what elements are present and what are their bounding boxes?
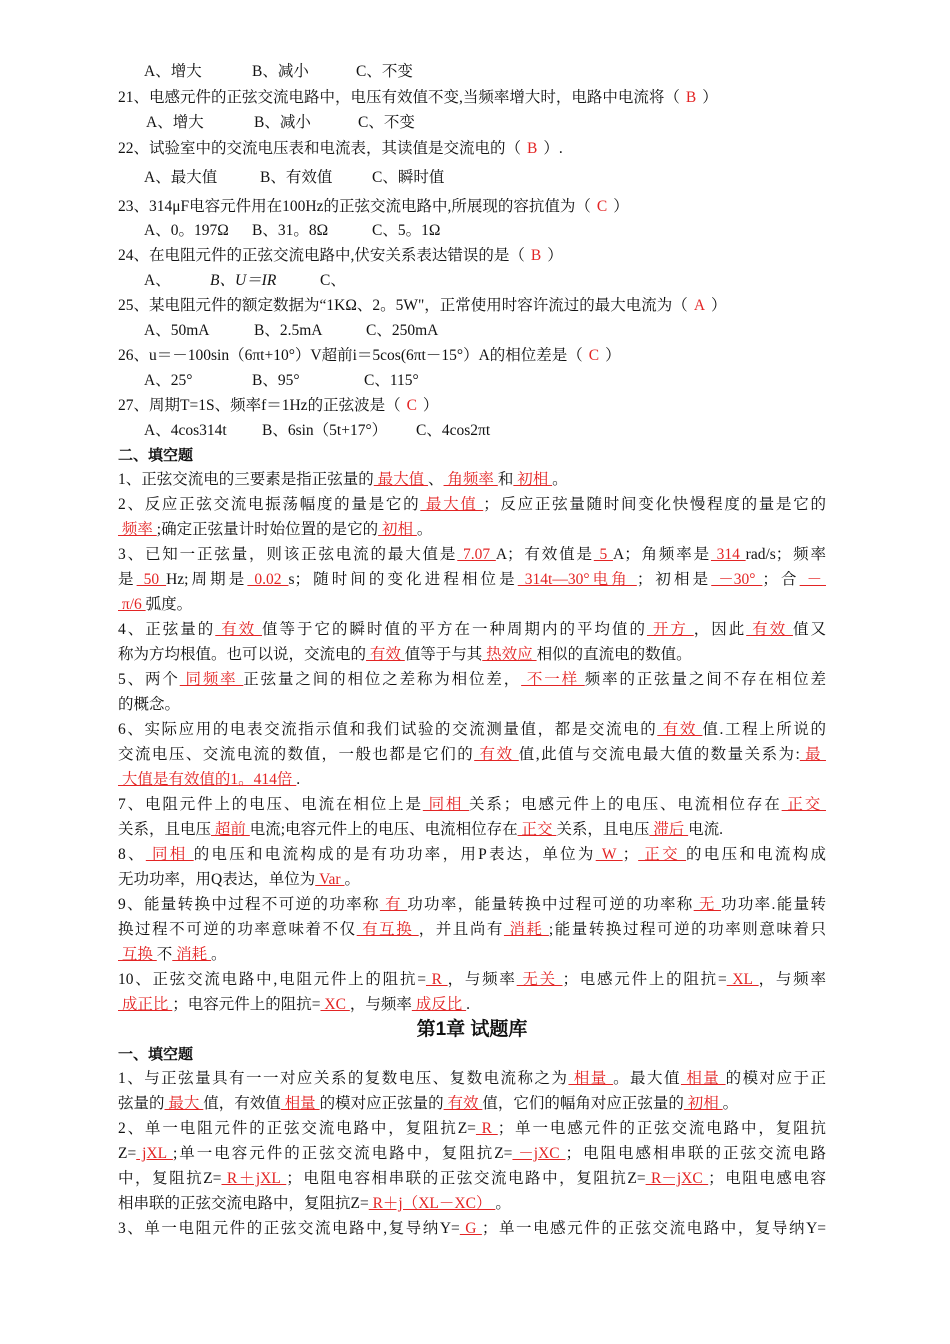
answer-blank: 有效 — [443, 1095, 483, 1112]
question-text: ；反应正弦量随时间变化快慢程度的量是它的 — [483, 496, 826, 513]
answer: C — [406, 397, 417, 414]
question-text: ;单一电容元件的正弦交流电路中，复阻抗Z= — [172, 1145, 513, 1162]
question-text: 4、正弦量的 — [118, 621, 216, 638]
answer-blank: Var — [315, 871, 345, 888]
question-text: ；初相是 — [636, 571, 712, 588]
question-text: Hz;周期是 — [166, 571, 248, 588]
question-text: 和 — [497, 471, 514, 488]
answer-blank: 正交 — [517, 821, 557, 838]
answer-blank: 初相 — [378, 521, 417, 538]
answer-blank: 同频率 — [179, 671, 244, 688]
answer-blank: 314 — [710, 546, 746, 563]
question-text: 2、反应正弦交流电振荡幅度的量是它的 — [118, 496, 421, 513]
answer-blank: 热效应 — [482, 646, 537, 663]
answer-blank: －30° — [711, 571, 763, 588]
fill-3-line-1 — [118, 543, 826, 567]
answer-blank: R — [475, 1120, 498, 1137]
question-text: 关系，且电压 — [118, 821, 212, 838]
question-text: . — [466, 996, 470, 1013]
fill-10-line-2 — [118, 993, 470, 1017]
question-text: ，与频率 — [758, 971, 826, 988]
answer-blank: －jXC — [512, 1145, 566, 1162]
question-text: rad/s；频率 — [745, 546, 826, 563]
question-text: ；单一电感元件的正弦交流电路中，复阻抗 — [497, 1120, 826, 1137]
answer-blank: 有效 — [366, 646, 405, 663]
question-text: 不 — [156, 946, 173, 963]
question-text: A；角频率是 — [613, 546, 711, 563]
answer-blank: 超前 — [211, 821, 250, 838]
question-text: 正弦量之间的相位之差称为相位差， — [243, 671, 522, 688]
question-text: 2、单一电阻元件的正弦交流电路中，复阻抗Z= — [118, 1120, 476, 1137]
question-text: ;能量转换过程可逆的功率则意味着只 — [548, 921, 826, 938]
answer-blank: R－jXC — [645, 1170, 709, 1187]
question-text: ；合 — [762, 571, 800, 588]
question-text: 值.工程上所说的 — [702, 721, 826, 738]
chapter-title: 第1章 试题库 — [416, 1019, 528, 1040]
q22-options: A、最大值 B、有效值 C、瞬时值 — [144, 169, 445, 186]
fill-10-line-1 — [118, 968, 826, 992]
question-text: 无功功率，用Q表达，单位为 — [118, 871, 316, 888]
answer-blank: 滞后 — [649, 821, 689, 838]
question-text: 相似的直流电的数值。 — [536, 646, 692, 663]
answer-blank: 互换 — [118, 946, 157, 963]
ch1-fill-1-line-2 — [118, 1092, 738, 1116]
question-text: 1、正弦交流电的三要素是指正弦量的 — [118, 471, 374, 488]
fill-8-line-1 — [118, 843, 826, 867]
question-text: 5、两个 — [118, 671, 180, 688]
option-c: C、不变 — [356, 63, 413, 80]
question-text: 电流. — [688, 821, 724, 838]
question-text: 关系；电感元件上的电压、电流相位存在 — [469, 796, 782, 813]
question-text: 10、正弦交流电路中,电阻元件上的阻抗= — [118, 971, 426, 988]
question-text: A；有效值是 — [495, 546, 594, 563]
answer-blank: 最 — [799, 746, 826, 763]
question-24: 24、在电阻元件的正弦交流电路中,伏安关系表达错误的是（ B ） — [118, 247, 563, 264]
answer-blank: － — [799, 571, 826, 588]
question-text: 1、与正弦量具有一一对应关系的复数电压、复数电流称之为 — [118, 1070, 569, 1087]
question-text: 频率的正弦量之间不存在相位差 — [584, 671, 826, 688]
answer-blank: 最大值 — [420, 496, 484, 513]
section-heading-1: 一、填空题 — [118, 1046, 194, 1063]
answer-blank: 相量 — [568, 1070, 614, 1087]
answer-blank: 最大值 — [373, 471, 429, 488]
question-text: 关系，且电压 — [556, 821, 650, 838]
answer-blank: 同相 — [422, 796, 470, 813]
question-text: 功功率.能量转 — [720, 896, 826, 913]
q20-options — [144, 60, 413, 84]
question-text: 的电压和电流构成的是有功功率，用P表达，单位为 — [193, 846, 596, 863]
question-text: 。 — [722, 1095, 739, 1112]
fill-7-line-2 — [118, 818, 723, 842]
answer-blank: XC — [320, 996, 350, 1013]
fill-9-line-1 — [118, 893, 826, 917]
question-text: 、 — [428, 471, 444, 488]
question-text: 8、 — [118, 846, 146, 863]
question-text: 交流电压、交流电流的数值，一般也都是它们的 — [118, 746, 475, 763]
answer-blank: 开方 — [646, 621, 694, 638]
answer-blank: R＋jXL — [221, 1170, 287, 1187]
fill-8-line-2 — [118, 868, 360, 892]
q21-options: A、增大 B、减小 C、不变 — [146, 114, 415, 131]
answer-blank: 有效 — [215, 621, 262, 638]
question-text: 7、电阻元件上的电压、电流在相位上是 — [118, 796, 423, 813]
fill-2-line-2 — [118, 518, 432, 542]
answer-blank: XL — [726, 971, 759, 988]
fill-3-line-2 — [118, 568, 826, 592]
answer-blank: G — [459, 1220, 482, 1237]
answer-blank: 同相 — [145, 846, 194, 863]
question-text: 9、能量转换中过程不可逆的功率称 — [118, 896, 380, 913]
question-text: s；随时间的变化进程相位是 — [288, 571, 518, 588]
answer: B — [527, 140, 538, 157]
question-text: ;确定正弦量计时始位置的是它的 — [156, 521, 379, 538]
question-text: 。 — [416, 521, 433, 538]
answer-blank: jXL — [136, 1145, 173, 1162]
question-text: ，与频率 — [349, 996, 412, 1013]
question-text: 弦量的 — [118, 1095, 165, 1112]
question-text: ；电阻电感相串联的正弦交流电路 — [565, 1145, 826, 1162]
answer-blank: 成反比 — [411, 996, 467, 1013]
answer-blank: 大值是有效值的1。414倍 — [118, 771, 297, 788]
question-text: 相串联的正弦交流电路中，复阻抗Z= — [118, 1195, 369, 1212]
fill-6-line-1 — [118, 718, 826, 742]
question-text: Z= — [118, 1145, 137, 1162]
question-text: 是 — [118, 571, 137, 588]
question-text: 6、实际应用的电表交流指示值和我们试验的交流测量值，都是交流电的 — [118, 721, 658, 738]
question-25: 25、某电阻元件的额定数据为“1KΩ、2。5W"，正常使用时容许流过的最大电流为（ A ） — [118, 297, 727, 314]
question-text: ；电感元件上的阻抗= — [562, 971, 727, 988]
question-text: 。 — [552, 471, 568, 488]
answer-blank: 有互换 — [356, 921, 419, 938]
question-text: 值又 — [792, 621, 826, 638]
question-text: 换过程不可逆的功率意味着不仅 — [118, 921, 357, 938]
fill-7-line-1 — [118, 793, 826, 817]
question-27: 27、周期T=1S、频率f＝1Hz的正弦波是（ C ） — [118, 397, 439, 414]
question-text: 。最大值 — [613, 1070, 681, 1087]
option-a: A、增大 — [144, 63, 202, 80]
section-heading-fill: 二、填空题 — [118, 447, 194, 464]
answer-blank: 不一样 — [521, 671, 585, 688]
question-21: 21、电感元件的正弦交流电路中，电压有效值不变,当频率增大时，电路中电流将（ B ） — [118, 89, 718, 106]
answer-blank: W — [595, 846, 623, 863]
fill-4-line-1 — [118, 618, 826, 642]
fill-2-line-1 — [118, 493, 826, 517]
fill-9-line-2 — [118, 918, 826, 942]
fill-3-line-3 — [118, 593, 192, 617]
question-text: 弧度。 — [145, 596, 193, 613]
question-text: 电流;电容元件上的电压、电流相位存在 — [249, 821, 518, 838]
answer-blank: 频率 — [118, 521, 157, 538]
answer: A — [693, 297, 706, 314]
fill-5-line-1 — [118, 668, 826, 692]
question-text: ；电阻电感电容 — [708, 1170, 826, 1187]
question-text: ，并且尚有 — [418, 921, 504, 938]
question-text: ； — [622, 846, 639, 863]
q27-options: A、4cos314t B、6sin（5t+17°） C、4cos2πt — [144, 422, 491, 439]
ch1-fill-3-line-1 — [118, 1217, 826, 1241]
question-text: 的概念。 — [118, 696, 181, 713]
answer-blank: 初相 — [513, 471, 553, 488]
question-26: 26、u＝－100sin（6πt+10°）V超前i＝5cos(6πt－15°）A的相位差是（ C ） — [118, 347, 621, 364]
answer-blank: R — [425, 971, 448, 988]
ch1-fill-2-line-4 — [118, 1192, 511, 1216]
answer: C — [596, 198, 608, 215]
answer-blank: 消耗 — [172, 946, 212, 963]
q25-options: A、50mA B、2.5mA C、250mA — [144, 322, 439, 339]
answer-blank: 有 — [379, 896, 408, 913]
answer-blank: 0.02 — [247, 571, 289, 588]
answer-blank: π/6 — [118, 596, 146, 613]
answer-blank: 无关 — [516, 971, 563, 988]
answer-blank: 相量 — [680, 1070, 726, 1087]
question-text: 中，复阻抗Z= — [118, 1170, 222, 1187]
question-text: . — [296, 771, 301, 788]
question-text: 值，有效值 — [203, 1095, 281, 1112]
question-text: ；电容元件上的阻抗= — [172, 996, 321, 1013]
answer-blank: 314t—30°电角 — [517, 571, 637, 588]
question-text: 值，它们的幅角对应正弦量的 — [482, 1095, 684, 1112]
question-text: 3、单一电阻元件的正弦交流电路中,复导纳Y= — [118, 1220, 460, 1237]
answer-blank: 最大 — [164, 1095, 204, 1112]
question-text: 。 — [344, 871, 360, 888]
answer-blank: 正交 — [781, 796, 826, 813]
question-text: 的模对应于正 — [725, 1070, 826, 1087]
answer-blank: 50 — [136, 571, 167, 588]
answer-blank: 有效 — [746, 621, 793, 638]
answer-blank: 7.07 — [457, 546, 496, 563]
question-text: 值,此值与交流电最大值的数量关系为: — [518, 746, 800, 763]
question-text: 。 — [211, 946, 227, 963]
answer-blank: 有效 — [474, 746, 519, 763]
fill-5-line-2 — [118, 693, 180, 717]
answer: C — [588, 347, 600, 364]
question-text: ，因此 — [693, 621, 747, 638]
answer-blank: 相量 — [280, 1095, 320, 1112]
fill-6-line-3 — [118, 768, 300, 792]
fill-6-line-2 — [118, 743, 826, 767]
question-text: 功功率，能量转换中过程可逆的功率称 — [407, 896, 694, 913]
answer-blank: 正交 — [638, 846, 687, 863]
fill-1 — [118, 468, 568, 492]
ch1-fill-2-line-1 — [118, 1117, 826, 1141]
question-text: 值等于与其 — [404, 646, 483, 663]
question-text: 称为方均根值。也可以说，交流电的 — [118, 646, 367, 663]
question-23: 23、314μF电容元件用在100Hz的正弦交流电路中,所展现的容抗值为（ C ） — [118, 198, 629, 215]
answer-blank: 初相 — [683, 1095, 723, 1112]
answer-blank: 5 — [593, 546, 613, 563]
q24-options: A、 B、U＝IR C、 — [144, 272, 346, 289]
fill-9-line-3 — [118, 943, 227, 967]
question-text: 3、已知一正弦量，则该正弦电流的最大值是 — [118, 546, 458, 563]
answer-blank: 成正比 — [118, 996, 173, 1013]
question-22: 22、试验室中的交流电压表和电流表，其读值是交流电的（ B ）. — [118, 140, 563, 157]
question-text: 的模对应正弦量的 — [319, 1095, 444, 1112]
ch1-fill-1-line-1 — [118, 1067, 826, 1091]
answer-blank: 角频率 — [443, 471, 498, 488]
ch1-fill-2-line-2 — [118, 1142, 826, 1166]
answer-blank: 有效 — [657, 721, 703, 738]
q23-options: A、0。197Ω B、31。8Ω C、5。1Ω — [144, 222, 441, 239]
question-text: ，与频率 — [447, 971, 517, 988]
answer-blank: R＋j（XL－XC） — [368, 1195, 496, 1212]
question-text: ；单一电感元件的正弦交流电路中，复导纳Y= — [481, 1220, 827, 1237]
question-text: 值等于它的瞬时值的平方在一种周期内的平均值的 — [262, 621, 647, 638]
question-text: 的电压和电流构成 — [686, 846, 826, 863]
question-text: ；电阻电容相串联的正弦交流电路中，复阻抗Z= — [286, 1170, 646, 1187]
option-b: B、减小 — [252, 63, 309, 80]
answer-blank: 消耗 — [503, 921, 549, 938]
answer: B — [685, 89, 697, 106]
question-text: 。 — [495, 1195, 511, 1212]
ch1-fill-2-line-3 — [118, 1167, 826, 1191]
answer: B — [530, 247, 542, 264]
fill-4-line-2 — [118, 643, 692, 667]
answer-blank: 无 — [693, 896, 721, 913]
q26-options: A、25° B、95° C、115° — [144, 372, 419, 389]
